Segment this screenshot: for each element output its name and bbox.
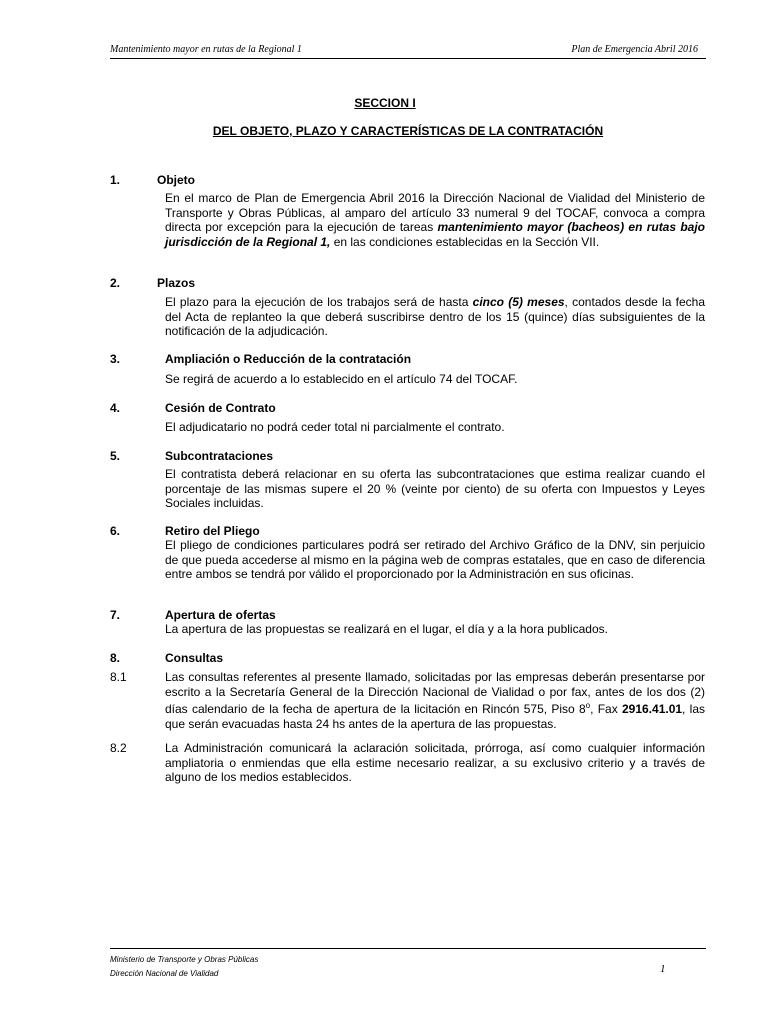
section-1-heading: Objeto [157, 173, 195, 187]
section-2-paragraph [165, 295, 705, 339]
section-7-number: 7. [110, 608, 121, 622]
section-title: SECCION I [354, 96, 416, 110]
section-6-heading: Retiro del Pliego [165, 524, 260, 538]
page-footer [110, 948, 706, 981]
section-1-text-a: En el marco de Plan de Emergencia Abril 2016 la Dirección Nacional de Vialidad del Ministerio de Transporte y Obras Públicas, al amparo del artículo 33 numeral 9 del TOCAF, convoca a compra directa por excepción para la ejecución de tareas [165, 191, 705, 234]
section-subtitle: DEL OBJETO, PLAZO Y CARACTERÍSTICAS DE LA CONTRATACIÓN [212, 124, 604, 138]
section-2-text-emphasis: cinco (5) meses [472, 295, 565, 309]
page-header [110, 44, 706, 59]
page-number: 1 [660, 963, 666, 975]
header-left-text: Mantenimiento mayor en rutas de la Regional 1 [110, 44, 302, 55]
section-8-2-number: 8.2 [110, 741, 127, 755]
section-8-1-paragraph [165, 670, 705, 731]
section-5-number: 5. [110, 449, 121, 463]
section-5-paragraph: El contratista deberá relacionar en su oferta las subcontrataciones que estima realizar cuando el porcentaje de las mismas supere el 20 % (veinte por ciento) de su oferta con Impuestos y Leyes Sociales incluidas. [165, 467, 705, 510]
section-8-number: 8. [110, 651, 121, 665]
footer-direction: Dirección Nacional de Vialidad [110, 969, 219, 978]
section-8-1-number: 8.1 [110, 670, 127, 684]
section-4-number: 4. [110, 401, 121, 415]
section-2-text-a: El plazo para la ejecución de los trabajos será de hasta [165, 295, 473, 309]
section-8-heading: Consultas [165, 651, 224, 665]
section-8-1-fax-number: 2916.41.01 [621, 702, 683, 716]
section-4-heading: Cesión de Contrato [165, 401, 276, 415]
section-1-text-emphasis: mantenimiento mayor (bacheos) en rutas bajo jurisdicción de la Regional 1, [165, 220, 705, 249]
footer-ministry: Ministerio de Transporte y Obras Públicas [110, 955, 259, 964]
section-3-paragraph: Se regirá de acuerdo a lo establecido en el artículo 74 del TOCAF. [165, 372, 518, 386]
section-2-text-c: , contados desde la fecha del Acta de replanteo la que deberá suscribirse dentro de los 15 (quince) días subsiguientes de la notificación de la adjudicación. [165, 295, 705, 338]
header-right-text: Plan de Emergencia Abril 2016 [571, 44, 698, 55]
section-6-paragraph: El pliego de condiciones particulares podrá ser retirado del Archivo Gráfico de la DNV, sin perjuicio de que pueda accederse al mismo en la página web de compras estatales, que en caso de diferencia entre ambos se tendrá por válido el proporcionado por la Administración en sus oficinas. [165, 538, 705, 581]
section-6-number: 6. [110, 524, 121, 538]
section-8-1-text-a: Las consultas referentes al presente llamado, solicitadas por las empresas deberán presentarse por escrito a la Secretaría General de la Dirección Nacional de Vialidad o por fax, antes de los dos (2) días calendario de la fecha de apertura de la licitación en Rincón 575, Piso 8 [165, 670, 705, 716]
section-3-number: 3. [110, 352, 121, 366]
section-8-2-paragraph: La Administración comunicará la aclaración solicitada, prórroga, así como cualquier información ampliatoria o enmiendas que ella estime necesario realizar, a su exclusivo criterio y a través de alguno de los medios establecidos. [165, 741, 705, 784]
section-2-number: 2. [110, 276, 121, 290]
section-8-1-superscript: o [585, 701, 591, 710]
section-7-heading: Apertura de ofertas [165, 608, 276, 622]
section-1-number: 1. [110, 173, 121, 187]
section-7-paragraph: La apertura de las propuestas se realizará en el lugar, el día y a la hora publicados. [165, 622, 608, 636]
section-1-text-c: en las condiciones establecidas en la Sección VII. [330, 234, 600, 249]
section-4-paragraph: El adjudicatario no podrá ceder total ni parcialmente el contrato. [165, 420, 505, 434]
section-2-heading: Plazos [157, 276, 196, 290]
section-3-heading: Ampliación o Reducción de la contratación [165, 352, 412, 366]
section-8-1-text-c: , las que serán evacuadas hasta 24 hs antes de la apertura de las propuestas. [165, 702, 705, 731]
section-5-heading: Subcontrataciones [165, 449, 274, 463]
section-1-paragraph [165, 191, 705, 249]
section-8-1-text-b: , Fax [590, 702, 622, 716]
